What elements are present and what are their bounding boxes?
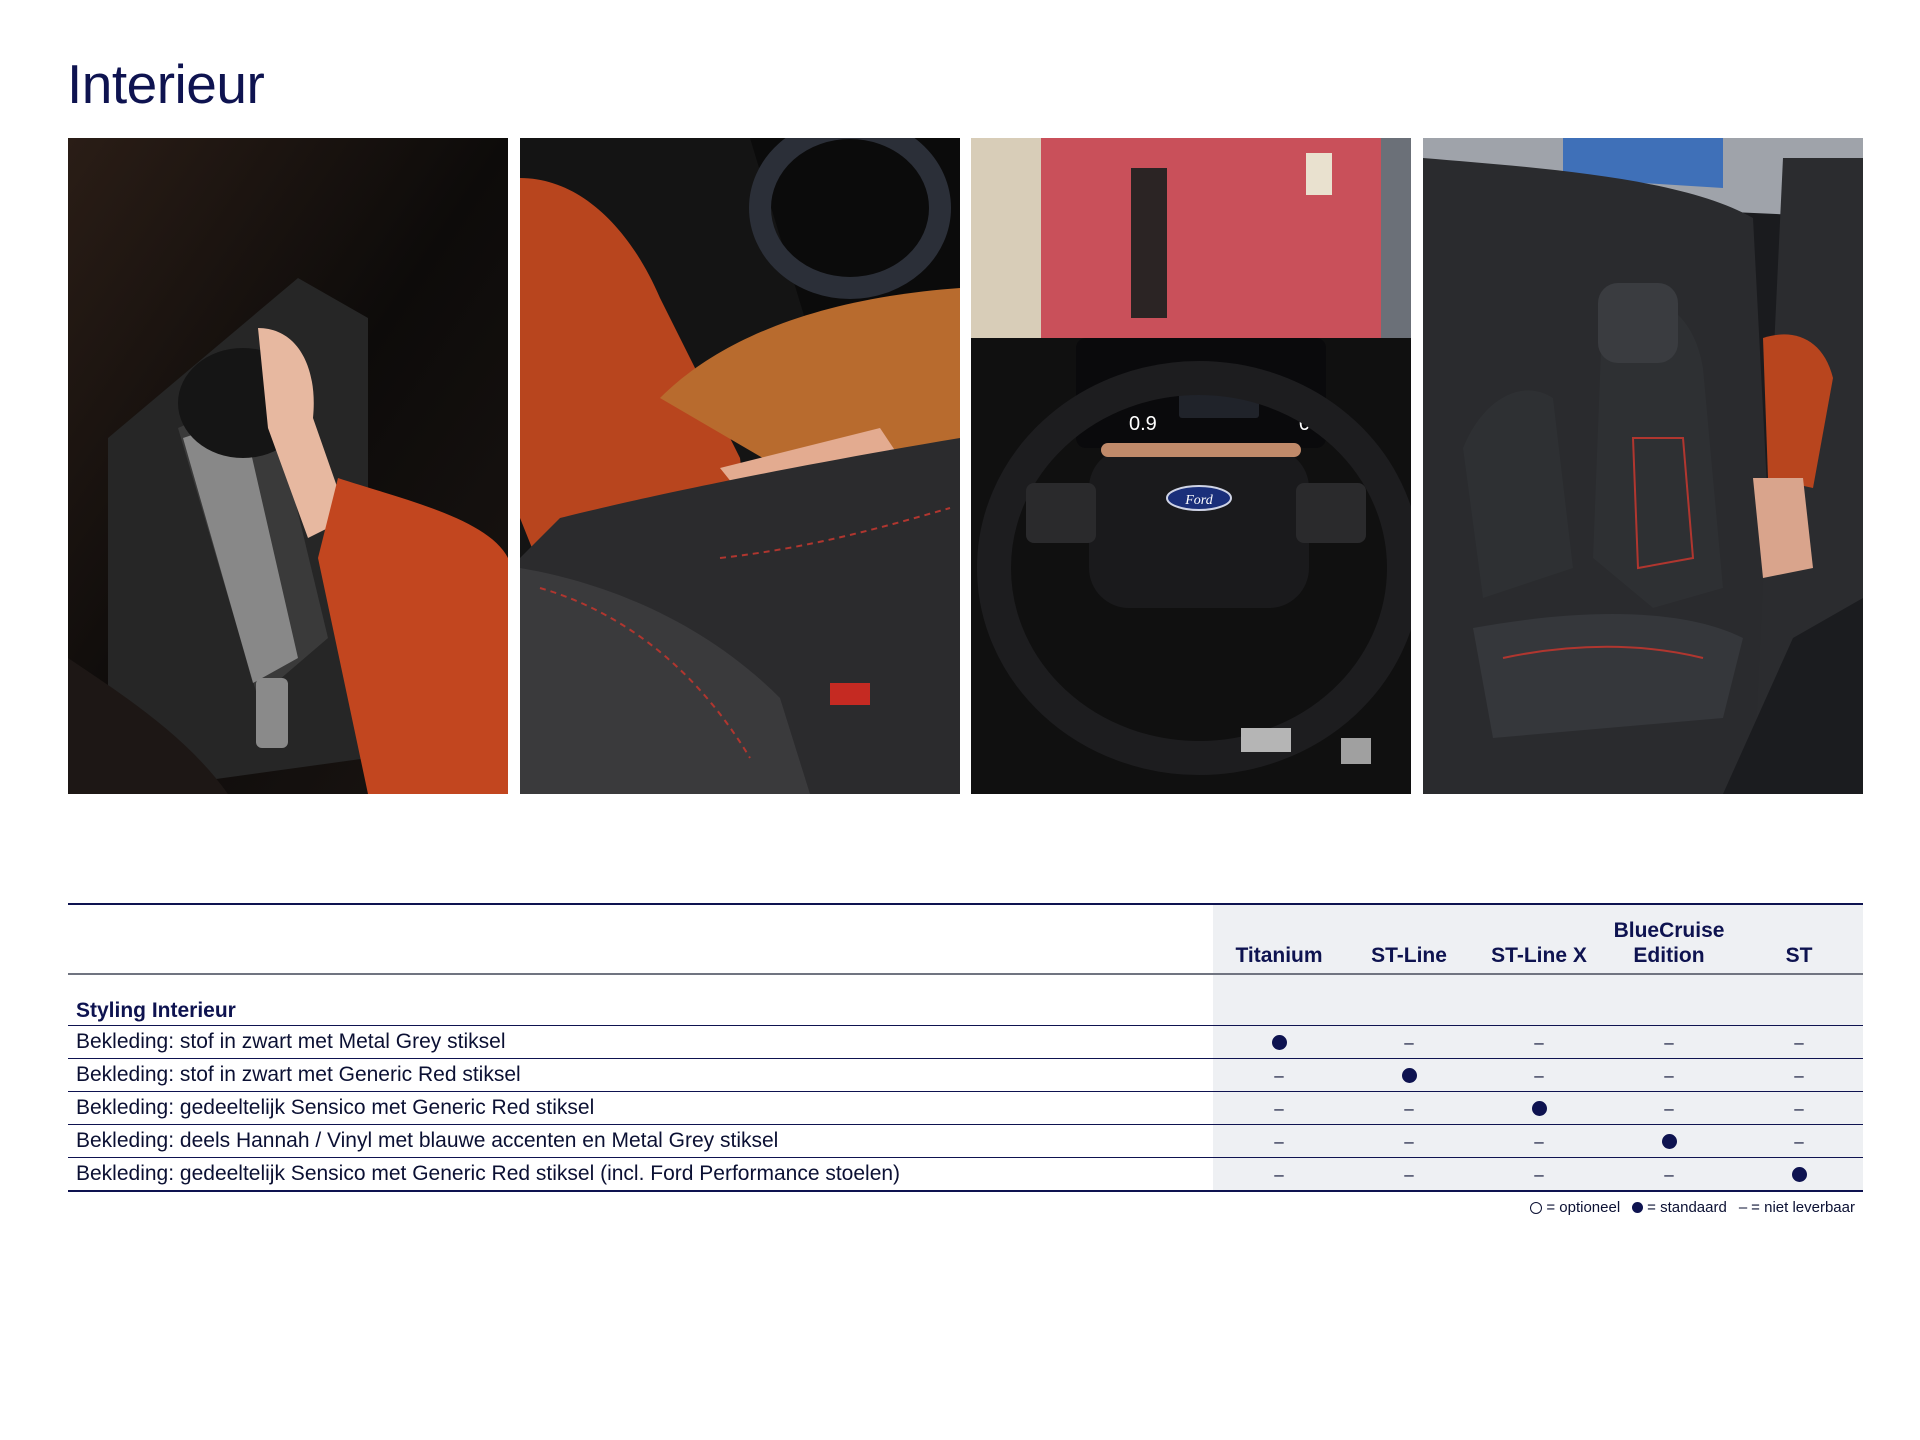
- not-available-dash: –: [1404, 1032, 1414, 1052]
- not-available-dash: –: [1534, 1065, 1544, 1085]
- not-available-dash: –: [1664, 1164, 1674, 1184]
- row-label: Bekleding: deels Hannah / Vinyl met blauwe accenten en Metal Grey stiksel: [76, 1129, 779, 1152]
- table-row: [68, 1124, 1863, 1157]
- legend: [1530, 1199, 1855, 1216]
- table-row: [68, 1091, 1863, 1124]
- availability-cell: [1604, 1026, 1734, 1058]
- availability-cell: [1474, 1059, 1604, 1091]
- gear-selector-image: [68, 138, 508, 794]
- not-available-dash: –: [1274, 1098, 1284, 1118]
- dash-icon: –: [1738, 1199, 1748, 1216]
- ford-logo: Ford: [1185, 493, 1213, 508]
- legend-not-available: [1739, 1199, 1855, 1216]
- availability-cell: [1734, 1059, 1864, 1091]
- page-title: Interieur: [67, 53, 265, 115]
- optional-circle-icon: [1530, 1202, 1542, 1214]
- row-label: Bekleding: gedeeltelijk Sensico met Generic Red stiksel (incl. Ford Performance stoelen): [76, 1162, 901, 1185]
- legend-optional-text: = optioneel: [1546, 1199, 1621, 1216]
- speed-readout: 0.9: [1129, 413, 1157, 435]
- legend-standard-text: = standaard: [1647, 1199, 1727, 1216]
- legend-standard: [1632, 1199, 1727, 1216]
- table-row: [68, 1058, 1863, 1091]
- row-label: Bekleding: gedeeltelijk Sensico met Generic Red stiksel: [76, 1096, 595, 1119]
- availability-cell: [1344, 1125, 1474, 1157]
- standard-dot-icon: [1632, 1202, 1643, 1213]
- not-available-dash: –: [1794, 1065, 1804, 1085]
- availability-cell: [1734, 1026, 1864, 1058]
- driver-seat-image: [520, 138, 960, 794]
- col-header-st-line: ST-Line: [1371, 944, 1447, 967]
- availability-cell: [1604, 1092, 1734, 1124]
- table-row: [68, 1157, 1863, 1192]
- col-header-st: ST: [1785, 944, 1813, 967]
- not-available-dash: –: [1664, 1065, 1674, 1085]
- col-header-titanium: Titanium: [1235, 944, 1323, 967]
- availability-cell: [1474, 1026, 1604, 1058]
- standard-dot-icon: [1792, 1167, 1807, 1182]
- not-available-dash: –: [1274, 1164, 1284, 1184]
- availability-cell: [1214, 1158, 1344, 1190]
- not-available-dash: –: [1664, 1032, 1674, 1052]
- col-header-st-line-x: ST-Line X: [1491, 944, 1587, 967]
- availability-cell: [1474, 1092, 1604, 1124]
- not-available-dash: –: [1534, 1131, 1544, 1151]
- front-seats-image: [1423, 138, 1863, 794]
- not-available-dash: –: [1664, 1098, 1674, 1118]
- table-header: [68, 905, 1863, 975]
- not-available-dash: –: [1404, 1098, 1414, 1118]
- legend-optional: [1530, 1199, 1620, 1216]
- availability-cell: [1214, 1059, 1344, 1091]
- standard-dot-icon: [1532, 1101, 1547, 1116]
- steering-wheel-dashboard-photo: [971, 138, 1411, 794]
- not-available-dash: –: [1404, 1131, 1414, 1151]
- availability-cell: [1214, 1092, 1344, 1124]
- availability-cell: [1604, 1059, 1734, 1091]
- availability-cell: [1604, 1158, 1734, 1190]
- availability-cell: [1214, 1026, 1344, 1058]
- availability-cell: [1344, 1158, 1474, 1190]
- rpm-readout: 0: [1299, 413, 1311, 435]
- steering-wheel-image: [971, 138, 1411, 794]
- not-available-dash: –: [1534, 1032, 1544, 1052]
- driver-seat-photo: [520, 138, 960, 794]
- not-available-dash: –: [1534, 1164, 1544, 1184]
- availability-cell: [1734, 1125, 1864, 1157]
- row-label: Bekleding: stof in zwart met Metal Grey stiksel: [76, 1030, 506, 1053]
- table-row: [68, 1025, 1863, 1058]
- front-seats-photo: [1423, 138, 1863, 794]
- not-available-dash: –: [1794, 1032, 1804, 1052]
- section-row: [68, 975, 1863, 1025]
- not-available-dash: –: [1794, 1131, 1804, 1151]
- not-available-dash: –: [1274, 1065, 1284, 1085]
- standard-dot-icon: [1272, 1035, 1287, 1050]
- standard-dot-icon: [1662, 1134, 1677, 1149]
- not-available-dash: –: [1274, 1131, 1284, 1151]
- photo-strip: [68, 138, 1863, 794]
- availability-cell: [1344, 1026, 1474, 1058]
- table-body: [68, 1025, 1863, 1192]
- availability-cell: [1474, 1125, 1604, 1157]
- not-available-dash: –: [1404, 1164, 1414, 1184]
- section-title: Styling Interieur: [76, 999, 236, 1022]
- availability-cell: [1734, 1158, 1864, 1190]
- col-header-bluecruise-edition: BlueCruise Edition: [1613, 919, 1725, 967]
- specification-table: [68, 903, 1863, 1192]
- row-label: Bekleding: stof in zwart met Generic Red stiksel: [76, 1063, 521, 1086]
- standard-dot-icon: [1402, 1068, 1417, 1083]
- gear-selector-photo: [68, 138, 508, 794]
- availability-cell: [1344, 1059, 1474, 1091]
- availability-cell: [1604, 1125, 1734, 1157]
- availability-cell: [1734, 1092, 1864, 1124]
- legend-not-available-text: = niet leverbaar: [1751, 1199, 1855, 1216]
- availability-cell: [1344, 1092, 1474, 1124]
- not-available-dash: –: [1794, 1098, 1804, 1118]
- availability-cell: [1474, 1158, 1604, 1190]
- availability-cell: [1214, 1125, 1344, 1157]
